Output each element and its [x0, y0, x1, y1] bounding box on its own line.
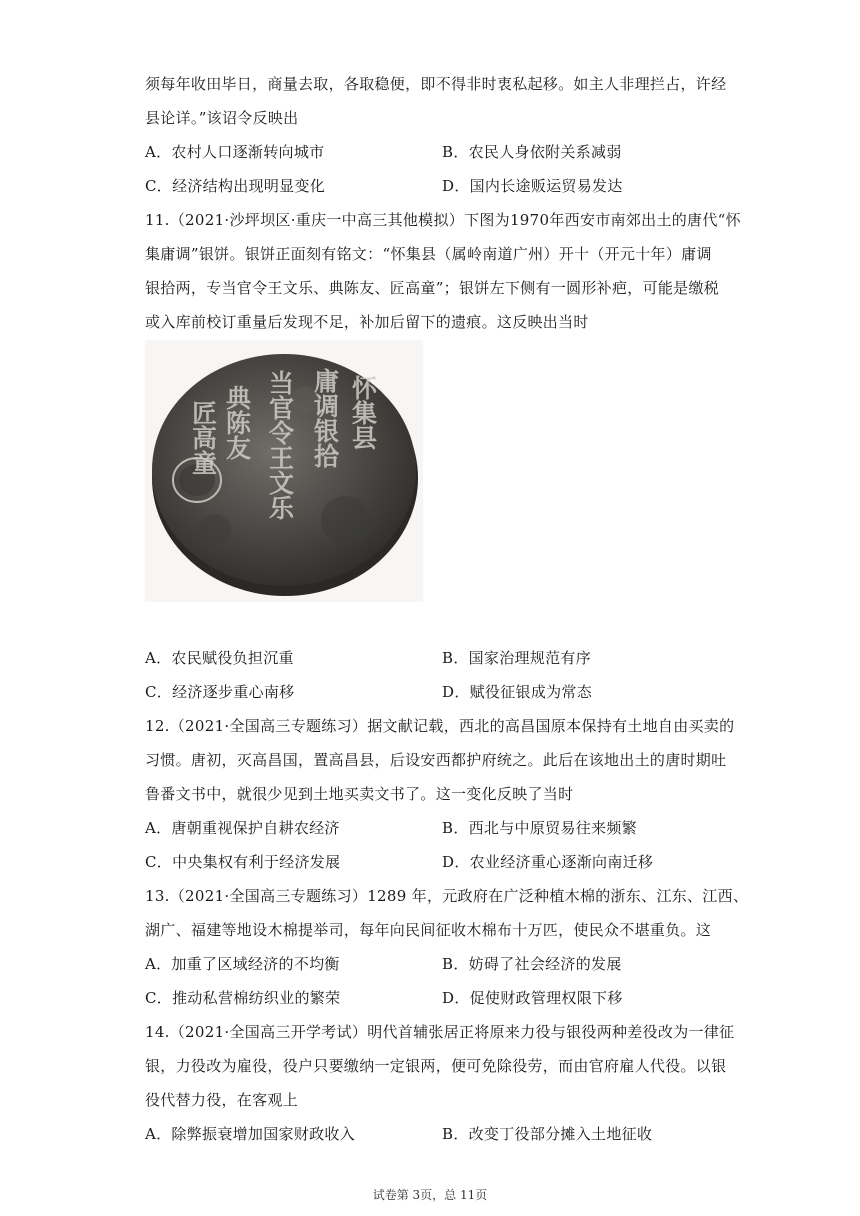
inscription-column: 怀集县	[348, 375, 378, 450]
q11-text-line: 11.（2021·沙坪坝区·重庆一中高三其他模拟）下图为1970年西安市南郊出土的唐代“怀	[145, 211, 741, 229]
silver-cake-photo	[145, 340, 423, 602]
q14-option-b: B．改变丁役部分摊入土地征收	[442, 1125, 653, 1143]
q11-option-c: C．经济逐步重心南移	[145, 683, 295, 701]
page-footer: 试卷第 3页，总 11页	[372, 1188, 488, 1202]
q12-text-line: 鲁番文书中，就很少见到土地买卖文书了。这一变化反映了当时	[145, 785, 574, 803]
q13-option-a: A．加重了区域经济的不均衡	[145, 955, 340, 973]
q14-text-line: 银，力役改为雇役，役户只要缴纳一定银两，便可免除役劳，而由官府雇人代役。以银	[145, 1057, 727, 1075]
q11-text-line: 或入库前校订重量后发现不足，补加后留下的遗痕。这反映出当时	[145, 313, 589, 331]
q13-option-c: C．推动私营棉纺织业的繁荣	[145, 989, 341, 1007]
q14-text-line: 役代替力役，在客观上	[145, 1091, 299, 1109]
q14-option-a: A．除弊振衰增加国家财政收入	[145, 1125, 356, 1143]
inscription-column: 匠高童	[188, 400, 218, 475]
q10-option-a: A．农村人口逐渐转向城市	[145, 143, 325, 161]
inscription-column: 当官令王文乐	[265, 370, 295, 520]
q10-option-d: D．国内长途贩运贸易发达	[442, 177, 623, 195]
q13-option-b: B．妨碍了社会经济的发展	[442, 955, 622, 973]
q13-text-line: 湖广、福建等地设木棉提举司，每年向民间征收木棉布十万匹，使民众不堪重负。这	[145, 921, 712, 939]
q12-option-b: B．西北与中原贸易往来频繁	[442, 819, 637, 837]
q11-option-d: D．赋役征银成为常态	[442, 683, 593, 701]
q12-option-a: A．唐朝重视保护自耕农经济	[145, 819, 340, 837]
q10-text-line: 县论详。”该诏令反映出	[145, 109, 299, 127]
q10-option-b: B．农民人身依附关系减弱	[442, 143, 622, 161]
q10-option-c: C．经济结构出现明显变化	[145, 177, 326, 195]
q11-option-a: A．农民赋役负担沉重	[145, 649, 294, 667]
q12-text-line: 12.（2021·全国高三专题练习）据文献记载，西北的高昌国原本保持有土地自由买卖的	[145, 717, 735, 735]
q12-option-d: D．农业经济重心逐渐向南迁移	[442, 853, 654, 871]
q12-text-line: 习惯。唐初，灭高昌国，置高昌县，后设安西都护府统之。此后在该地出土的唐时期吐	[145, 751, 727, 769]
q13-text-line: 13.（2021·全国高三专题练习）1289 年，元政府在广泛种植木棉的浙东、江东、江西、	[145, 887, 749, 905]
inscription-column: 庸调银拾	[310, 368, 340, 468]
q11-option-b: B．国家治理规范有序	[442, 649, 592, 667]
q11-text-line: 银拾两，专当官令王文乐、典陈友、匠高童”；银饼左下侧有一圆形补疤，可能是缴税	[145, 279, 720, 297]
q11-text-line: 集庸调”银饼。银饼正面刻有铭文：“怀集县（属岭南道广州）开十（开元十年）庸调	[145, 245, 712, 263]
q12-option-c: C．中央集权有利于经济发展	[145, 853, 341, 871]
q14-text-line: 14.（2021·全国高三开学考试）明代首辅张居正将原来力役与银役两种差役改为一律征	[145, 1023, 735, 1041]
inscription-column: 典陈友	[222, 385, 252, 460]
q10-text-line: 须每年收田毕日，商量去取，各取稳便，即不得非时衷私起移。如主人非理拦占，许经	[145, 75, 727, 93]
q13-option-d: D．促使财政管理权限下移	[442, 989, 623, 1007]
